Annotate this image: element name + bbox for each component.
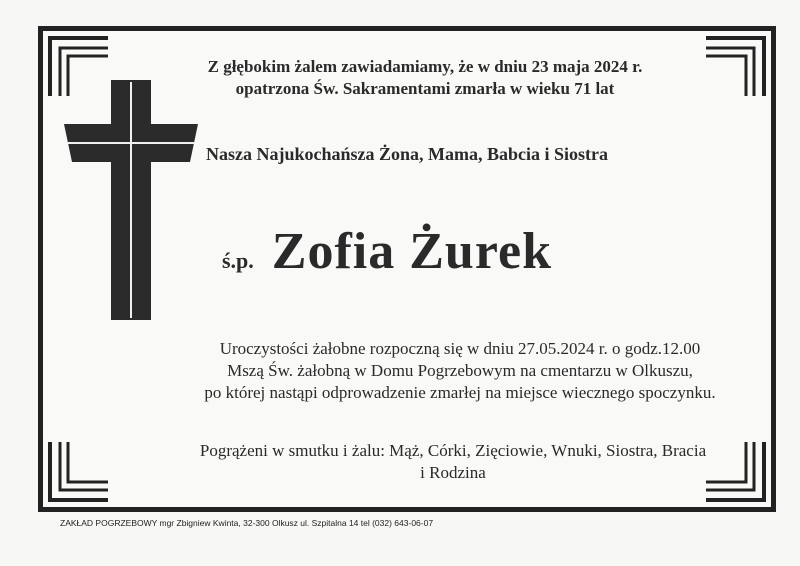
deceased-prefix: ś.p. — [222, 248, 254, 273]
mourners-line-1: Pogrążeni w smutku i żalu: Mąż, Córki, Zięciowie, Wnuki, Siostra, Bracia — [199, 441, 707, 460]
ceremony-details — [120, 338, 800, 404]
intro-line-2: opatrzona Św. Sakramentami zmarła w wieku 71 lat — [235, 79, 615, 98]
announcement-intro — [60, 56, 790, 100]
ceremony-line-3: po której nastąpi odprowadzenie zmarłej na miejsce wiecznego spoczynku. — [204, 383, 716, 402]
intro-line-1: Z głębokim żalem zawiadamiamy, że w dniu 23 maja 2024 r. — [207, 57, 643, 76]
mourners-line-2: i Rodzina — [420, 463, 486, 482]
ceremony-line-2: Mszą Św. żałobną w Domu Pogrzebowym na cmentarzu w Olkuszu, — [227, 361, 693, 380]
mourners — [98, 440, 800, 484]
funeral-home-footer: ZAKŁAD POGRZEBOWY mgr Zbigniew Kwinta, 32-300 Olkusz ul. Szpitalna 14 tel (032) 643-06-07 — [60, 518, 434, 528]
ceremony-line-1: Uroczystości żałobne rozpoczną się w dniu 27.05.2024 r. o godz.12.00 — [219, 339, 701, 358]
cross-icon — [64, 80, 198, 320]
deceased-name-row — [222, 222, 552, 281]
deceased-name: Zofia Żurek — [271, 223, 552, 280]
relation-heading: Nasza Najukochańsza Żona, Mama, Babcia i Siostra — [206, 144, 609, 164]
